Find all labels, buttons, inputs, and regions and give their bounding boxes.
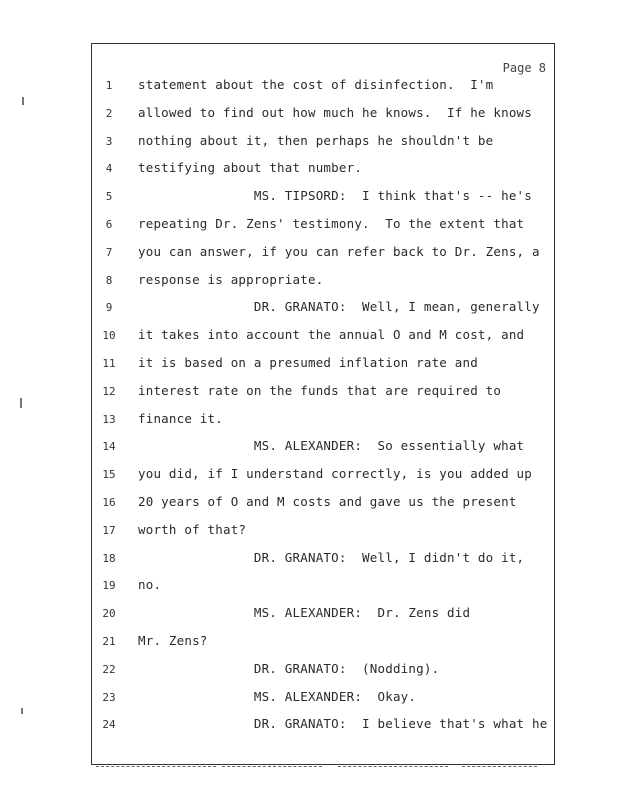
- footer-scan-line-4: [462, 766, 537, 768]
- transcript-line-text: DR. GRANATO: (Nodding).: [138, 660, 440, 676]
- transcript-line-text: finance it.: [138, 410, 223, 426]
- line-number: 15: [102, 468, 116, 482]
- transcript-line-text: DR. GRANATO: Well, I mean, generally: [138, 299, 540, 315]
- transcript-line-text: worth of that?: [138, 521, 247, 537]
- transcript-line-text: you did, if I understand correctly, is you added up: [138, 466, 533, 482]
- transcript-line-text: 20 years of O and M costs and gave us the present: [138, 494, 517, 509]
- transcript-line-text: DR. GRANATO: I believe that's what he: [138, 716, 548, 732]
- transcript-line-text: no.: [138, 577, 162, 593]
- line-number: 3: [105, 134, 113, 148]
- scan-speck-left-bottom: [21, 708, 23, 714]
- transcript-line-text: Mr. Zens?: [138, 633, 208, 648]
- transcript-line-text: MS. ALEXANDER: So essentially what: [138, 438, 525, 454]
- line-number: 22: [102, 662, 116, 676]
- transcript-line-text: it takes into account the annual O and M cost, and: [138, 327, 525, 343]
- transcript-page-frame: [91, 43, 555, 765]
- line-number: 16: [102, 496, 116, 509]
- line-number: 10: [102, 329, 116, 343]
- line-number: 17: [102, 523, 116, 537]
- scan-speck-left-top: [22, 97, 24, 105]
- footer-scan-line-2: [222, 766, 322, 768]
- page-number: Page 8: [502, 61, 546, 75]
- transcript-line-text: MS. ALEXANDER: Okay.: [138, 688, 417, 704]
- line-number: 1: [105, 79, 113, 92]
- transcript-line-text: nothing about it, then perhaps he shouldn't be: [138, 132, 494, 148]
- line-number: 23: [102, 690, 116, 704]
- transcript-line-text: you can answer, if you can refer back to Dr. Zens, a: [138, 243, 540, 259]
- transcript-line-text: DR. GRANATO: Well, I didn't do it,: [138, 549, 525, 565]
- line-number: 5: [105, 190, 113, 204]
- transcript-line-text: interest rate on the funds that are required to: [138, 382, 502, 398]
- transcript-line-text: it is based on a presumed inflation rate and: [138, 355, 478, 370]
- transcript-line-text: MS. TIPSORD: I think that's -- he's: [138, 188, 533, 204]
- transcript-line-text: MS. ALEXANDER: Dr. Zens did: [138, 605, 471, 621]
- line-number: 13: [102, 412, 116, 426]
- line-number: 11: [102, 357, 116, 370]
- footer-scan-line-1: [96, 766, 216, 768]
- transcript-line-text: testifying about that number.: [138, 160, 363, 176]
- footer-scan-line-3: [338, 766, 448, 768]
- line-number: 4: [105, 162, 113, 176]
- transcript-line-text: allowed to find out how much he knows. If he knows: [138, 104, 533, 120]
- line-number: 2: [105, 106, 113, 120]
- line-number: 24: [102, 718, 116, 732]
- line-number: 21: [102, 635, 116, 648]
- line-number: 18: [102, 551, 116, 565]
- line-number: 14: [102, 440, 116, 454]
- transcript-line-text: response is appropriate.: [138, 271, 324, 287]
- transcript-line-text: statement about the cost of disinfection. I'm: [138, 77, 494, 92]
- line-number: 6: [105, 218, 113, 231]
- line-number: 7: [105, 245, 113, 259]
- line-number: 19: [102, 579, 116, 593]
- line-number: 9: [105, 301, 113, 315]
- line-number: 8: [105, 273, 113, 287]
- line-number: 12: [102, 384, 116, 398]
- line-number: 20: [102, 607, 116, 621]
- scan-speck-left-middle: [20, 398, 22, 408]
- transcript-line-text: repeating Dr. Zens' testimony. To the extent that: [138, 216, 525, 231]
